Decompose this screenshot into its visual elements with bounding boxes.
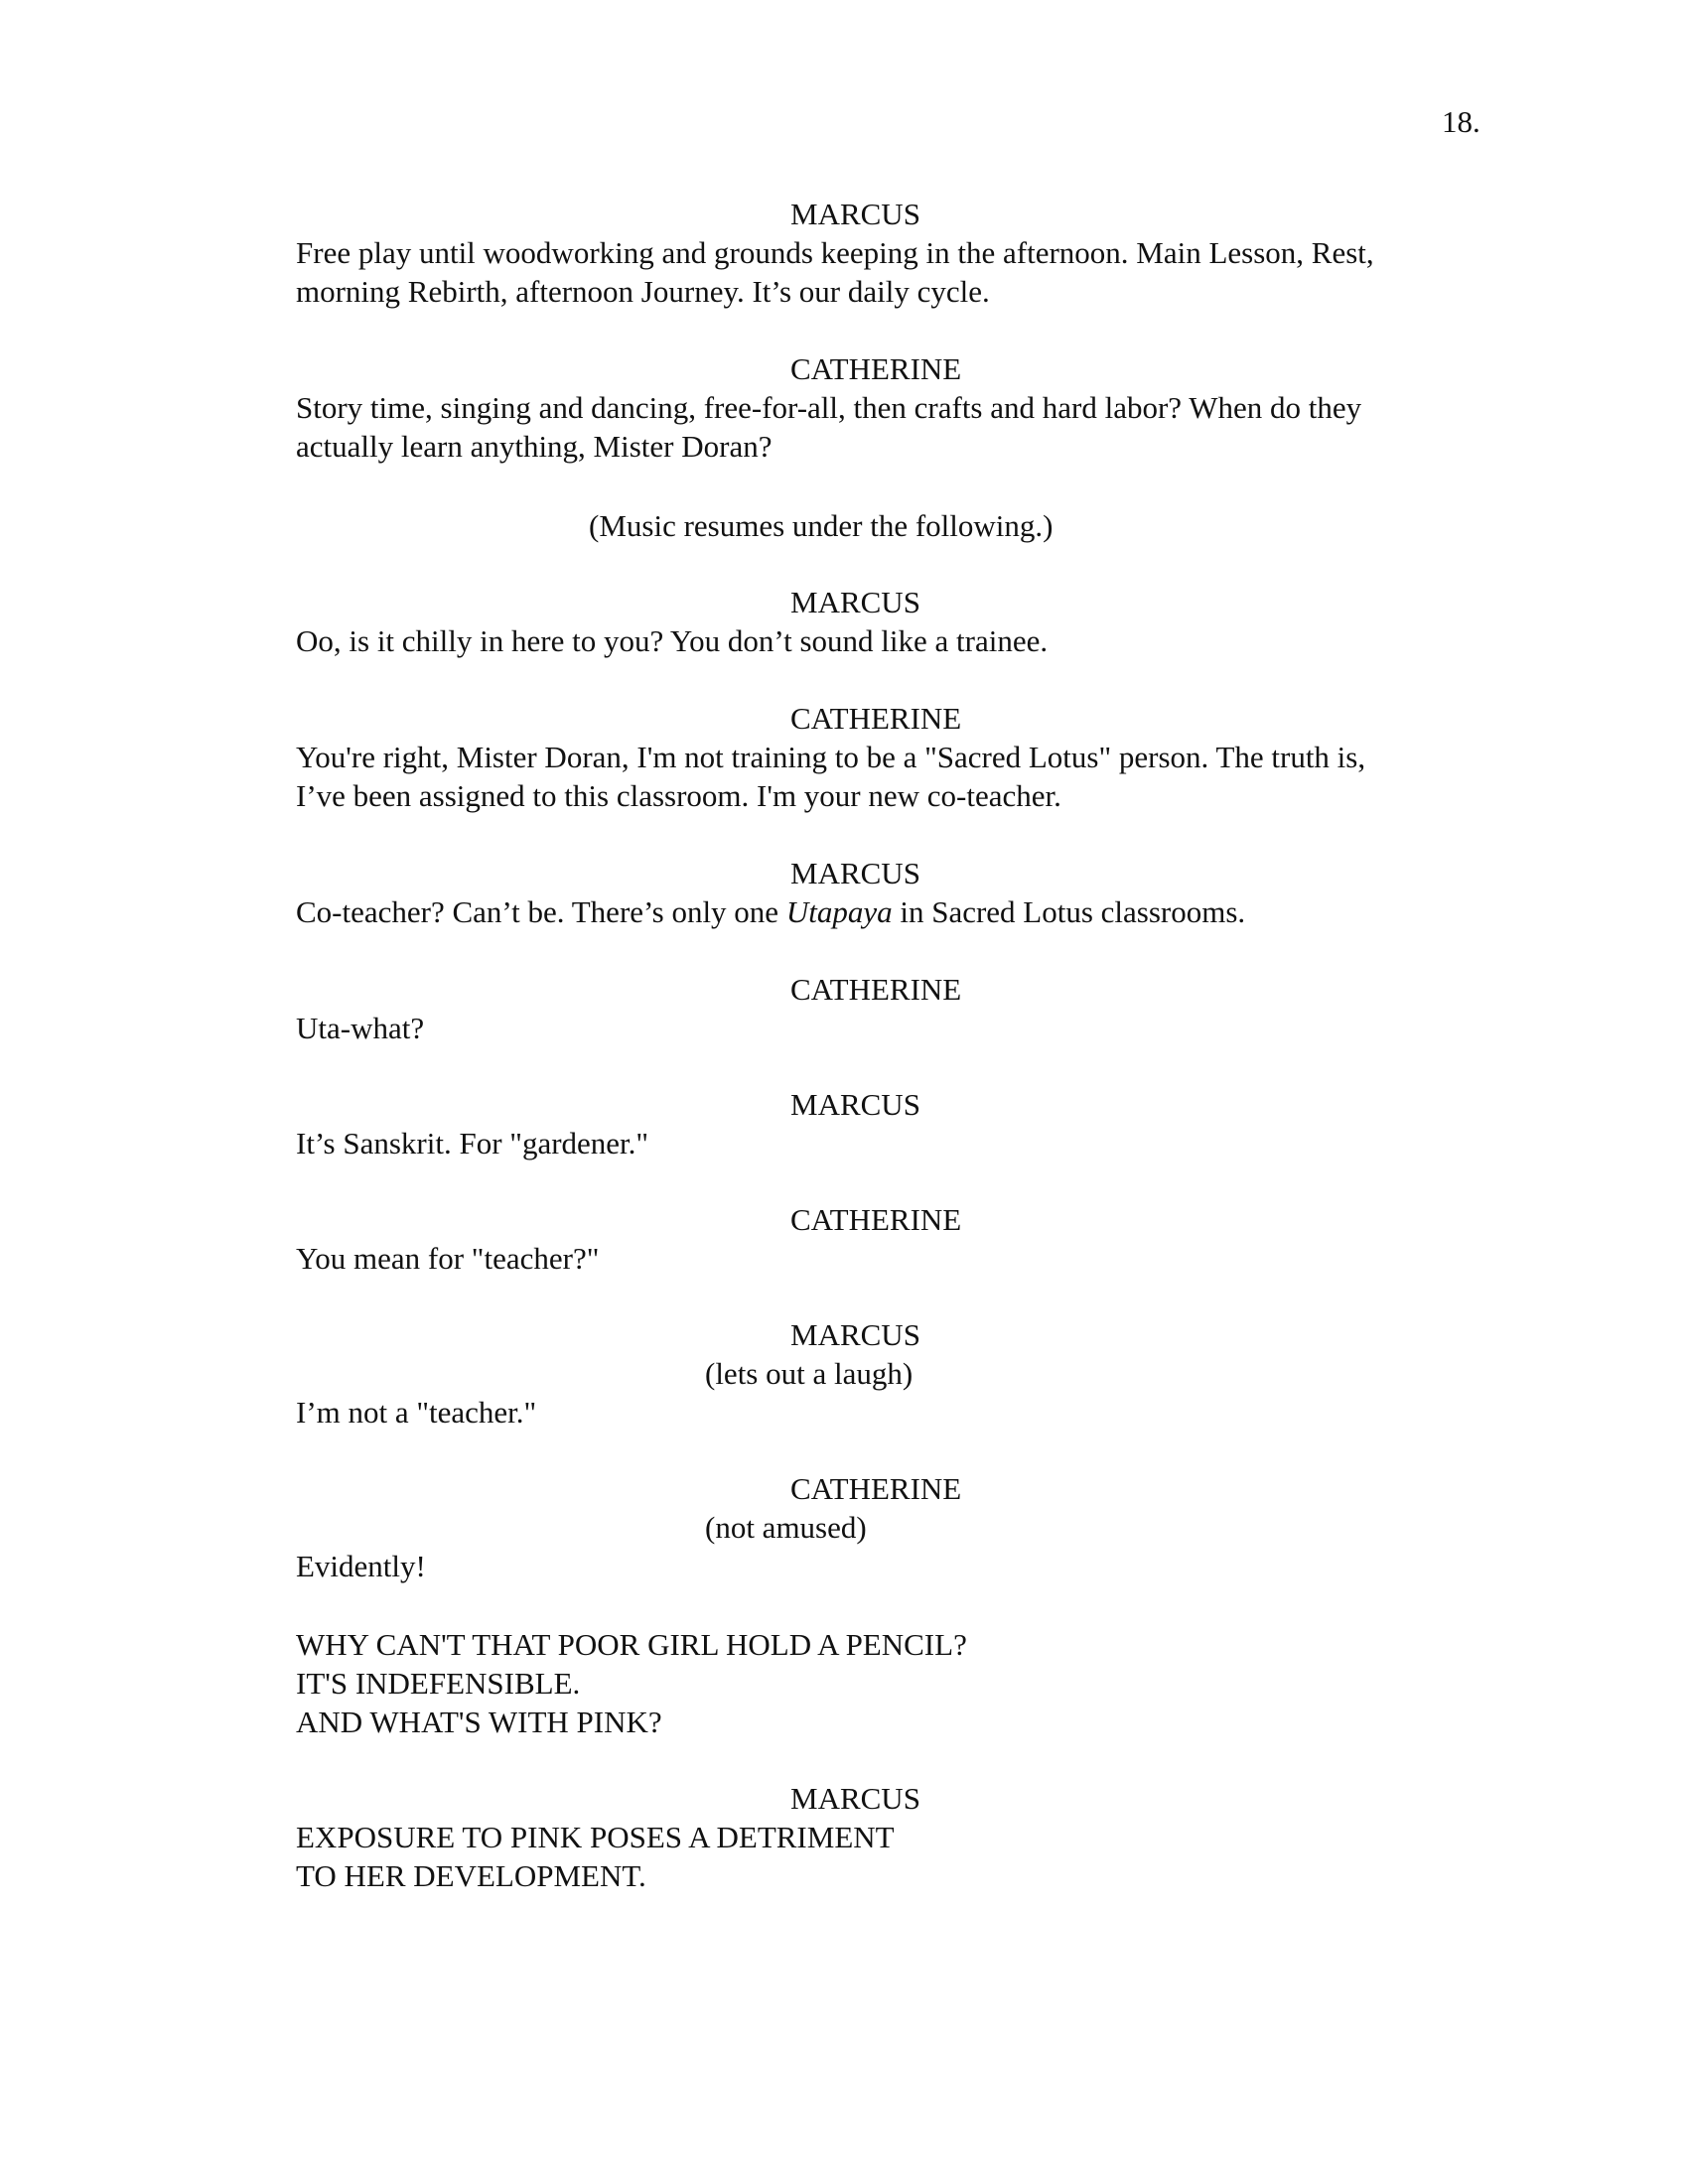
parenthetical: (lets out a laugh) bbox=[705, 1356, 914, 1391]
dialogue-italic-word: Utapaya bbox=[785, 894, 893, 929]
dialogue-line: It’s Sanskrit. For "gardener." bbox=[296, 1126, 649, 1160]
character-name-marcus: MARCUS bbox=[790, 1781, 920, 1816]
dialogue-line: AND WHAT'S WITH PINK? bbox=[296, 1705, 662, 1739]
dialogue-line: I’m not a "teacher." bbox=[296, 1395, 537, 1430]
character-name-catherine: CATHERINE bbox=[790, 1202, 962, 1237]
dialogue-line: WHY CAN'T THAT POOR GIRL HOLD A PENCIL? bbox=[296, 1627, 967, 1662]
dialogue-line: You're right, Mister Doran, I'm not training to be a "Sacred Lotus" person. The truth is, bbox=[296, 740, 1366, 774]
dialogue-line: TO HER DEVELOPMENT. bbox=[296, 1858, 646, 1893]
dialogue-line: Story time, singing and dancing, free-for-all, then crafts and hard labor? When do they bbox=[296, 390, 1362, 425]
dialogue-line: Uta-what? bbox=[296, 1011, 425, 1045]
dialogue-line: EXPOSURE TO PINK POSES A DETRIMENT bbox=[296, 1820, 895, 1854]
page-number: 18. bbox=[1442, 104, 1480, 139]
dialogue-line: actually learn anything, Mister Doran? bbox=[296, 429, 773, 464]
character-name-catherine: CATHERINE bbox=[790, 972, 962, 1007]
character-name-marcus: MARCUS bbox=[790, 1317, 920, 1352]
dialogue-line bbox=[296, 892, 1245, 931]
dialogue-line: Oo, is it chilly in here to you? You don’t sound like a trainee. bbox=[296, 623, 1049, 658]
character-name-catherine: CATHERINE bbox=[790, 701, 962, 736]
dialogue-line: morning Rebirth, afternoon Journey. It’s our daily cycle. bbox=[296, 274, 990, 309]
character-name-marcus: MARCUS bbox=[790, 856, 920, 890]
character-name-marcus: MARCUS bbox=[790, 197, 920, 231]
dialogue-line: Evidently! bbox=[296, 1549, 426, 1583]
character-name-catherine: CATHERINE bbox=[790, 1471, 962, 1506]
dialogue-text: Co-teacher? Can’t be. There’s only one bbox=[296, 894, 786, 929]
dialogue-line: You mean for "teacher?" bbox=[296, 1241, 600, 1276]
stage-direction: (Music resumes under the following.) bbox=[589, 508, 1054, 543]
dialogue-line: I’ve been assigned to this classroom. I'm your new co-teacher. bbox=[296, 778, 1061, 813]
character-name-catherine: CATHERINE bbox=[790, 351, 962, 386]
dialogue-line: IT'S INDEFENSIBLE. bbox=[296, 1666, 581, 1701]
dialogue-text: in Sacred Lotus classrooms. bbox=[892, 894, 1246, 929]
character-name-marcus: MARCUS bbox=[790, 585, 920, 619]
character-name-marcus: MARCUS bbox=[790, 1087, 920, 1122]
parenthetical: (not amused) bbox=[705, 1510, 867, 1545]
dialogue-line: Free play until woodworking and grounds keeping in the afternoon. Main Lesson, Rest, bbox=[296, 235, 1374, 270]
